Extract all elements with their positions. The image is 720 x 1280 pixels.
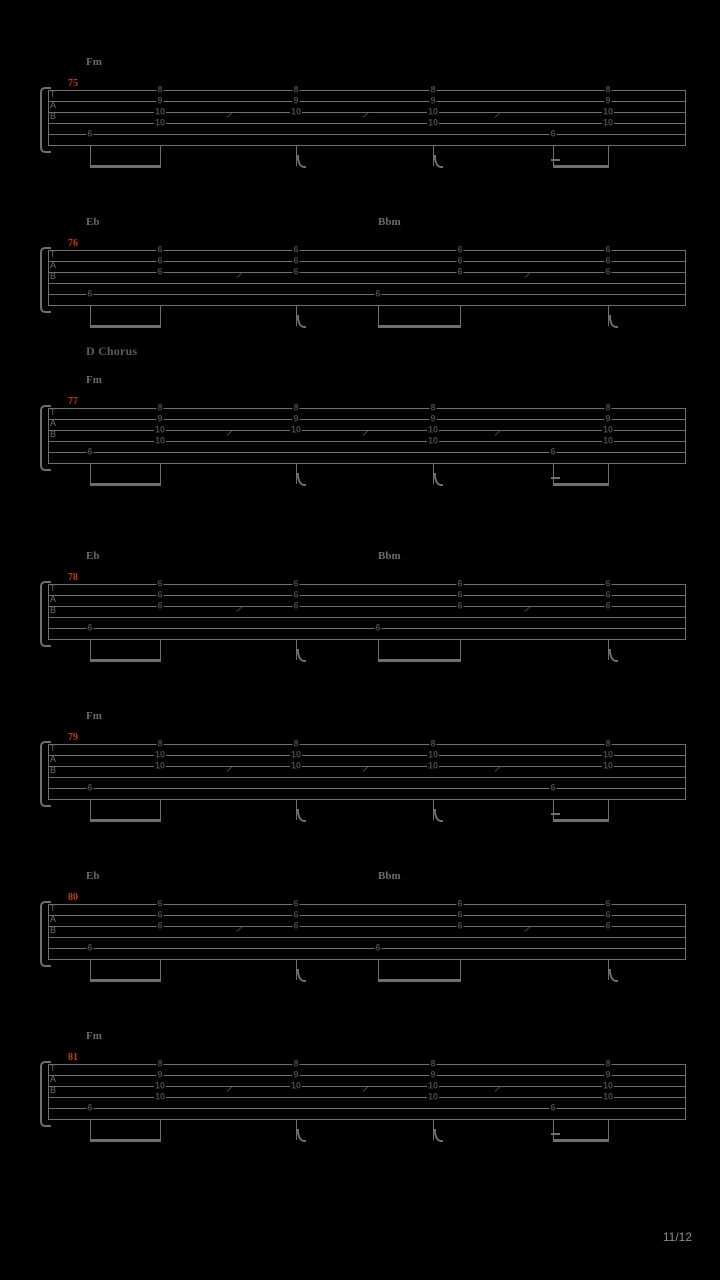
rest-glyph: ⸝: [493, 1076, 503, 1095]
tab-staff: [48, 84, 686, 146]
chord-label: Eb: [86, 216, 100, 228]
staff-line: [48, 948, 686, 949]
chord-label: Eb: [86, 550, 100, 562]
fret-number: 9: [430, 95, 436, 106]
staff-line: [48, 250, 686, 251]
beam: [90, 165, 161, 168]
fret-number: 10: [602, 424, 614, 435]
tab-system: [38, 694, 686, 814]
fret-number: 6: [87, 622, 93, 633]
fret-number: 6: [375, 942, 381, 953]
barline-right: [685, 1064, 686, 1120]
tab-system: [38, 534, 686, 654]
fret-number: 6: [605, 920, 611, 931]
tab-clef-letter: A: [50, 100, 57, 110]
fret-number: 9: [157, 413, 163, 424]
tab-staff: [48, 738, 686, 800]
fret-number: 10: [602, 435, 614, 446]
barline-right: [685, 250, 686, 306]
fret-number: 8: [605, 738, 611, 749]
fret-number: 10: [290, 749, 302, 760]
fret-number: 10: [290, 1080, 302, 1091]
rest-glyph: ⸝: [523, 916, 533, 935]
tab-system: [38, 1014, 686, 1134]
fret-number: 6: [87, 446, 93, 457]
beam: [553, 1139, 609, 1142]
fret-number: 8: [157, 1058, 163, 1069]
fret-number: 6: [293, 909, 299, 920]
staff-line: [48, 123, 686, 124]
barline-right: [685, 904, 686, 960]
fret-number: 6: [87, 1102, 93, 1113]
tab-clef-letter: B: [50, 765, 57, 775]
tab-clef-letter: A: [50, 418, 57, 428]
staff-line: [48, 408, 686, 409]
eighth-flag: [434, 155, 443, 168]
fret-number: 6: [605, 600, 611, 611]
fret-number: 6: [457, 266, 463, 277]
fret-number: 6: [293, 244, 299, 255]
rhythm-beams: [48, 306, 686, 330]
fret-number: 8: [293, 84, 299, 95]
beam: [553, 483, 609, 486]
fret-number: 6: [157, 909, 163, 920]
staff-line: [48, 595, 686, 596]
staff-line: [48, 272, 686, 273]
tab-clef-letter: A: [50, 594, 57, 604]
rest-glyph: ⸝: [361, 102, 371, 121]
fret-number: 10: [290, 424, 302, 435]
tab-clef-letter: B: [50, 605, 57, 615]
tab-clef-letter: B: [50, 429, 57, 439]
fret-number: 10: [602, 117, 614, 128]
tab-clef-letter: A: [50, 754, 57, 764]
staff-line: [48, 606, 686, 607]
fret-number: 6: [550, 1102, 556, 1113]
fret-number: 6: [293, 898, 299, 909]
measure-number: 76: [68, 238, 78, 249]
measure-number: 77: [68, 396, 78, 407]
tab-clef-letter: T: [50, 249, 56, 259]
fret-number: 8: [605, 402, 611, 413]
rest-glyph: ⸝: [235, 262, 245, 281]
rest-glyph: ⸝: [493, 756, 503, 775]
fret-number: 6: [457, 244, 463, 255]
staff-line: [48, 777, 686, 778]
fret-number: 6: [157, 255, 163, 266]
fret-number: 8: [605, 84, 611, 95]
staff-line: [48, 283, 686, 284]
beam: [90, 1139, 161, 1142]
fret-number: 10: [427, 1091, 439, 1102]
fret-number: 6: [457, 578, 463, 589]
beam: [90, 819, 161, 822]
chord-label: Eb: [86, 870, 100, 882]
rhythm-beams: [48, 464, 686, 488]
fret-number: 6: [293, 255, 299, 266]
tab-staff: [48, 898, 686, 960]
chord-label: Fm: [86, 1030, 102, 1042]
tab-clef-letter: T: [50, 407, 56, 417]
measure-number: 79: [68, 732, 78, 743]
fret-number: 9: [430, 413, 436, 424]
rest-glyph: ⸝: [523, 262, 533, 281]
eighth-flag: [297, 809, 306, 822]
eighth-flag: [434, 809, 443, 822]
fret-number: 10: [427, 117, 439, 128]
eighth-flag: [297, 155, 306, 168]
fret-number: 8: [293, 402, 299, 413]
fret-number: 6: [87, 942, 93, 953]
rest-glyph: ⸝: [493, 102, 503, 121]
beam: [90, 979, 161, 982]
fret-number: 6: [293, 600, 299, 611]
fret-number: 6: [605, 909, 611, 920]
fret-number: 6: [293, 589, 299, 600]
fret-number: 6: [605, 898, 611, 909]
beam-stub: [551, 477, 560, 479]
tab-system: [38, 40, 686, 160]
fret-number: 9: [605, 413, 611, 424]
rhythm-beams: [48, 640, 686, 664]
rest-glyph: ⸝: [493, 420, 503, 439]
rest-glyph: ⸝: [523, 596, 533, 615]
fret-number: 10: [427, 1080, 439, 1091]
fret-number: 10: [602, 106, 614, 117]
fret-number: 6: [87, 128, 93, 139]
fret-number: 8: [430, 738, 436, 749]
beam: [553, 165, 609, 168]
fret-number: 6: [457, 909, 463, 920]
staff-line: [48, 584, 686, 585]
fret-number: 9: [605, 1069, 611, 1080]
tab-staff: [48, 1058, 686, 1120]
fret-number: 8: [430, 84, 436, 95]
tab-clef: [50, 743, 64, 776]
tab-clef-letter: A: [50, 260, 57, 270]
rhythm-beams: [48, 800, 686, 824]
fret-number: 10: [154, 117, 166, 128]
fret-number: 10: [154, 106, 166, 117]
fret-number: 6: [293, 266, 299, 277]
fret-number: 6: [157, 920, 163, 931]
fret-number: 10: [602, 749, 614, 760]
fret-number: 10: [602, 760, 614, 771]
fret-number: 10: [154, 1080, 166, 1091]
eighth-flag: [297, 649, 306, 662]
tab-clef-letter: A: [50, 1074, 57, 1084]
fret-number: 6: [157, 244, 163, 255]
section-label: D Chorus: [86, 344, 138, 358]
fret-number: 6: [87, 288, 93, 299]
staff-line: [48, 937, 686, 938]
tab-system: [38, 344, 686, 478]
fret-number: 9: [293, 1069, 299, 1080]
staff-line: [48, 1064, 686, 1065]
staff-line: [48, 294, 686, 295]
beam-stub: [551, 1133, 560, 1135]
fret-number: 6: [605, 266, 611, 277]
measure-number: 81: [68, 1052, 78, 1063]
fret-number: 10: [154, 424, 166, 435]
fret-number: 6: [457, 898, 463, 909]
tab-clef: [50, 407, 64, 440]
fret-number: 9: [157, 95, 163, 106]
staff-line: [48, 1108, 686, 1109]
staff-line: [48, 744, 686, 745]
fret-number: 6: [550, 446, 556, 457]
tab-system: [38, 200, 686, 320]
fret-number: 8: [157, 402, 163, 413]
fret-number: 10: [290, 106, 302, 117]
fret-number: 10: [427, 749, 439, 760]
measure-number: 75: [68, 78, 78, 89]
beam: [90, 659, 161, 662]
fret-number: 6: [605, 255, 611, 266]
staff-line: [48, 134, 686, 135]
staff-line: [48, 915, 686, 916]
barline-right: [685, 584, 686, 640]
eighth-flag: [297, 315, 306, 328]
tab-clef: [50, 1063, 64, 1096]
tab-clef: [50, 89, 64, 122]
tab-staff: [48, 402, 686, 464]
measure-number: 78: [68, 572, 78, 583]
tab-staff: [48, 578, 686, 640]
fret-number: 10: [154, 435, 166, 446]
staff-line: [48, 628, 686, 629]
beam: [90, 483, 161, 486]
fret-number: 8: [430, 402, 436, 413]
rhythm-beams: [48, 146, 686, 170]
fret-number: 9: [430, 1069, 436, 1080]
beam: [378, 659, 461, 662]
staff-line: [48, 788, 686, 789]
chord-label: Fm: [86, 374, 102, 386]
fret-number: 6: [375, 622, 381, 633]
staff-line: [48, 90, 686, 91]
measure-number: 80: [68, 892, 78, 903]
fret-number: 10: [427, 435, 439, 446]
eighth-flag: [434, 1129, 443, 1142]
tab-clef-letter: B: [50, 1085, 57, 1095]
fret-number: 8: [157, 738, 163, 749]
fret-number: 6: [457, 600, 463, 611]
fret-number: 6: [157, 600, 163, 611]
eighth-flag: [609, 649, 618, 662]
fret-number: 10: [602, 1091, 614, 1102]
eighth-flag: [609, 969, 618, 982]
fret-number: 10: [427, 106, 439, 117]
fret-number: 6: [293, 920, 299, 931]
fret-number: 10: [154, 760, 166, 771]
tab-clef-letter: B: [50, 925, 57, 935]
rest-glyph: ⸝: [361, 1076, 371, 1095]
eighth-flag: [297, 473, 306, 486]
fret-number: 6: [605, 578, 611, 589]
beam: [378, 325, 461, 328]
rest-glyph: ⸝: [225, 1076, 235, 1095]
tab-clef-letter: T: [50, 1063, 56, 1073]
fret-number: 6: [157, 589, 163, 600]
beam: [90, 325, 161, 328]
rest-glyph: ⸝: [225, 420, 235, 439]
fret-number: 6: [157, 898, 163, 909]
rest-glyph: ⸝: [225, 102, 235, 121]
beam-stub: [551, 813, 560, 815]
tab-clef: [50, 583, 64, 616]
fret-number: 6: [293, 578, 299, 589]
rest-glyph: ⸝: [361, 420, 371, 439]
fret-number: 6: [457, 920, 463, 931]
tab-clef-letter: T: [50, 743, 56, 753]
fret-number: 10: [154, 749, 166, 760]
tab-system: [38, 854, 686, 974]
rhythm-beams: [48, 960, 686, 984]
eighth-flag: [434, 473, 443, 486]
chord-label: Bbm: [378, 870, 401, 882]
rhythm-beams: [48, 1120, 686, 1144]
tab-clef-letter: T: [50, 903, 56, 913]
fret-number: 8: [430, 1058, 436, 1069]
fret-number: 6: [375, 288, 381, 299]
fret-number: 6: [457, 255, 463, 266]
tab-staff: [48, 244, 686, 306]
tab-clef: [50, 903, 64, 936]
staff-line: [48, 617, 686, 618]
rest-glyph: ⸝: [361, 756, 371, 775]
eighth-flag: [297, 969, 306, 982]
staff-line: [48, 441, 686, 442]
barline-right: [685, 408, 686, 464]
staff-line: [48, 926, 686, 927]
beam: [553, 819, 609, 822]
fret-number: 6: [87, 782, 93, 793]
tab-clef-letter: B: [50, 111, 57, 121]
chord-label: Fm: [86, 710, 102, 722]
fret-number: 10: [154, 1091, 166, 1102]
fret-number: 8: [605, 1058, 611, 1069]
fret-number: 6: [605, 589, 611, 600]
barline-right: [685, 90, 686, 146]
fret-number: 6: [157, 266, 163, 277]
fret-number: 9: [293, 413, 299, 424]
fret-number: 10: [290, 760, 302, 771]
fret-number: 10: [427, 424, 439, 435]
fret-number: 10: [602, 1080, 614, 1091]
beam-stub: [551, 159, 560, 161]
tab-clef-letter: A: [50, 914, 57, 924]
fret-number: 8: [293, 1058, 299, 1069]
tab-clef: [50, 249, 64, 282]
tab-clef-letter: T: [50, 89, 56, 99]
tab-clef-letter: B: [50, 271, 57, 281]
fret-number: 9: [293, 95, 299, 106]
rest-glyph: ⸝: [225, 756, 235, 775]
beam: [378, 979, 461, 982]
fret-number: 8: [293, 738, 299, 749]
fret-number: 6: [550, 128, 556, 139]
fret-number: 6: [457, 589, 463, 600]
eighth-flag: [297, 1129, 306, 1142]
staff-line: [48, 261, 686, 262]
chord-label: Bbm: [378, 216, 401, 228]
fret-number: 6: [605, 244, 611, 255]
fret-number: 6: [157, 578, 163, 589]
page-number: 11/12: [662, 1230, 692, 1244]
fret-number: 9: [157, 1069, 163, 1080]
barline-right: [685, 744, 686, 800]
fret-number: 8: [157, 84, 163, 95]
tab-clef-letter: T: [50, 583, 56, 593]
eighth-flag: [609, 315, 618, 328]
staff-line: [48, 904, 686, 905]
fret-number: 9: [605, 95, 611, 106]
chord-label: Fm: [86, 56, 102, 68]
staff-line: [48, 452, 686, 453]
staff-line: [48, 1097, 686, 1098]
fret-number: 6: [550, 782, 556, 793]
rest-glyph: ⸝: [235, 596, 245, 615]
fret-number: 10: [427, 760, 439, 771]
rest-glyph: ⸝: [235, 916, 245, 935]
chord-label: Bbm: [378, 550, 401, 562]
